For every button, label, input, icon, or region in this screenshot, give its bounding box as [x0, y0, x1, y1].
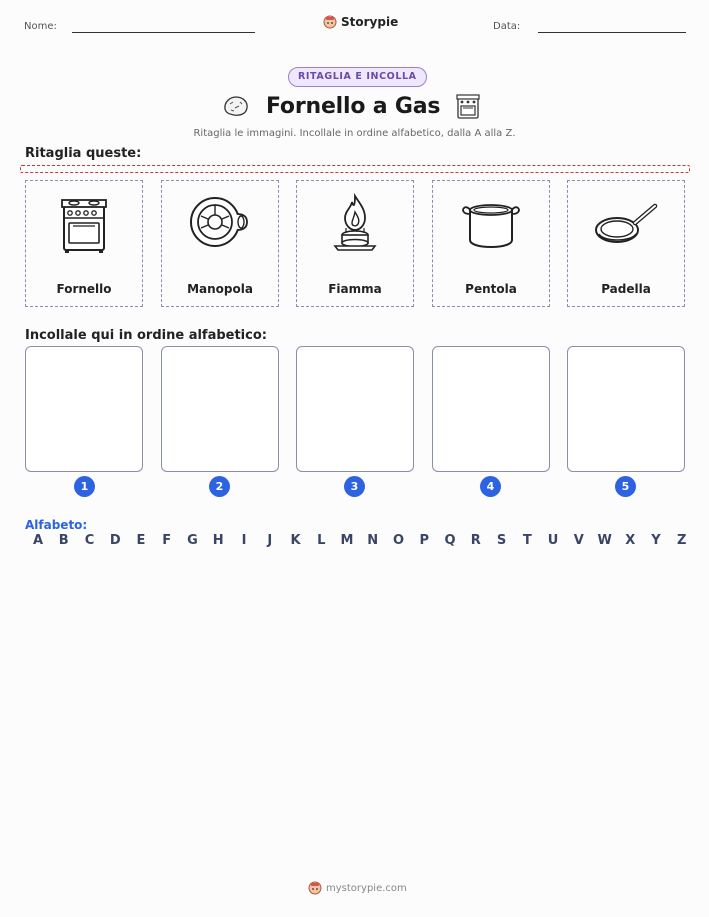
flame-icon: [322, 190, 388, 256]
paste-slot-2[interactable]: [161, 346, 279, 472]
alphabet-letter: Y: [651, 533, 661, 548]
name-line[interactable]: [72, 32, 255, 33]
card-label: Fiamma: [328, 282, 382, 296]
alphabet-letter: P: [419, 533, 430, 548]
alphabet-letter: D: [109, 533, 121, 548]
card-label: Padella: [601, 282, 651, 296]
storypie-logo-icon: [308, 881, 322, 895]
slot-number: 4: [480, 476, 501, 497]
cut-card-padella[interactable]: [567, 180, 685, 307]
alphabet-title: Alfabeto:: [25, 518, 88, 532]
footer-site[interactable]: mystorypie.com: [326, 882, 407, 894]
slot-number: 2: [209, 476, 230, 497]
alphabet-letter: G: [187, 533, 198, 548]
slot-number: 1: [74, 476, 95, 497]
alphabet-letter: O: [392, 533, 405, 548]
alphabet-letter: K: [290, 533, 301, 548]
alphabet-letter: E: [136, 533, 146, 548]
instructions: Ritaglia le immagini. Incollale in ordine alfabetico, dalla A alla Z.: [193, 128, 516, 139]
date-label: Data:: [493, 21, 521, 32]
alphabet-letter: T: [522, 533, 532, 548]
title-row: [222, 92, 480, 120]
activity-badge: RITAGLIA E INCOLLA: [288, 67, 427, 87]
paste-slot-4[interactable]: [432, 346, 550, 472]
cut-card-pentola[interactable]: [432, 180, 550, 307]
alphabet-letter: L: [317, 533, 326, 548]
alphabet-letter: M: [340, 533, 354, 548]
brand-name: Storypie: [341, 15, 399, 29]
alphabet-row: [31, 533, 689, 548]
alphabet-letter: C: [84, 533, 95, 548]
card-label: Pentola: [465, 282, 517, 296]
alphabet-letter: Q: [444, 533, 456, 548]
card-label: Fornello: [56, 282, 112, 296]
alphabet-letter: B: [58, 533, 69, 548]
alphabet-letter: Z: [677, 533, 687, 548]
cut-line: [20, 165, 690, 173]
cut-card-fiamma[interactable]: [296, 180, 414, 307]
cut-card-manopola[interactable]: [161, 180, 279, 307]
alphabet-letter: A: [32, 533, 44, 548]
alphabet-letter: N: [367, 533, 379, 548]
knob-icon: [187, 190, 253, 256]
stove-icon: [51, 190, 117, 256]
stove-small-icon: [456, 92, 480, 120]
paste-slot-3[interactable]: [296, 346, 414, 472]
card-label: Manopola: [187, 282, 253, 296]
paste-slot-1[interactable]: [25, 346, 143, 472]
page-title: Fornello a Gas: [266, 93, 441, 119]
alphabet-letter: R: [470, 533, 481, 548]
date-line[interactable]: [538, 32, 686, 33]
alphabet-letter: J: [267, 533, 273, 548]
cut-heading: Ritaglia queste:: [25, 146, 142, 161]
rock-icon: [222, 93, 250, 119]
alphabet-letter: V: [573, 533, 584, 548]
name-label: Nome:: [24, 21, 57, 32]
alphabet-letter: H: [212, 533, 224, 548]
alphabet-letter: S: [496, 533, 507, 548]
alphabet-letter: U: [547, 533, 559, 548]
slot-number: 3: [344, 476, 365, 497]
storypie-logo-icon: [323, 15, 337, 29]
pan-icon: [593, 190, 659, 256]
paste-heading: Incollale qui in ordine alfabetico:: [25, 328, 267, 343]
footer: [308, 881, 407, 895]
alphabet-letter: X: [625, 533, 636, 548]
pot-icon: [458, 190, 524, 256]
brand-logo: [323, 15, 398, 29]
alphabet-letter: F: [162, 533, 172, 548]
alphabet-letter: I: [241, 533, 247, 548]
slot-number: 5: [615, 476, 636, 497]
alphabet-letter: W: [597, 533, 612, 548]
paste-slot-5[interactable]: [567, 346, 685, 472]
cut-card-fornello[interactable]: [25, 180, 143, 307]
